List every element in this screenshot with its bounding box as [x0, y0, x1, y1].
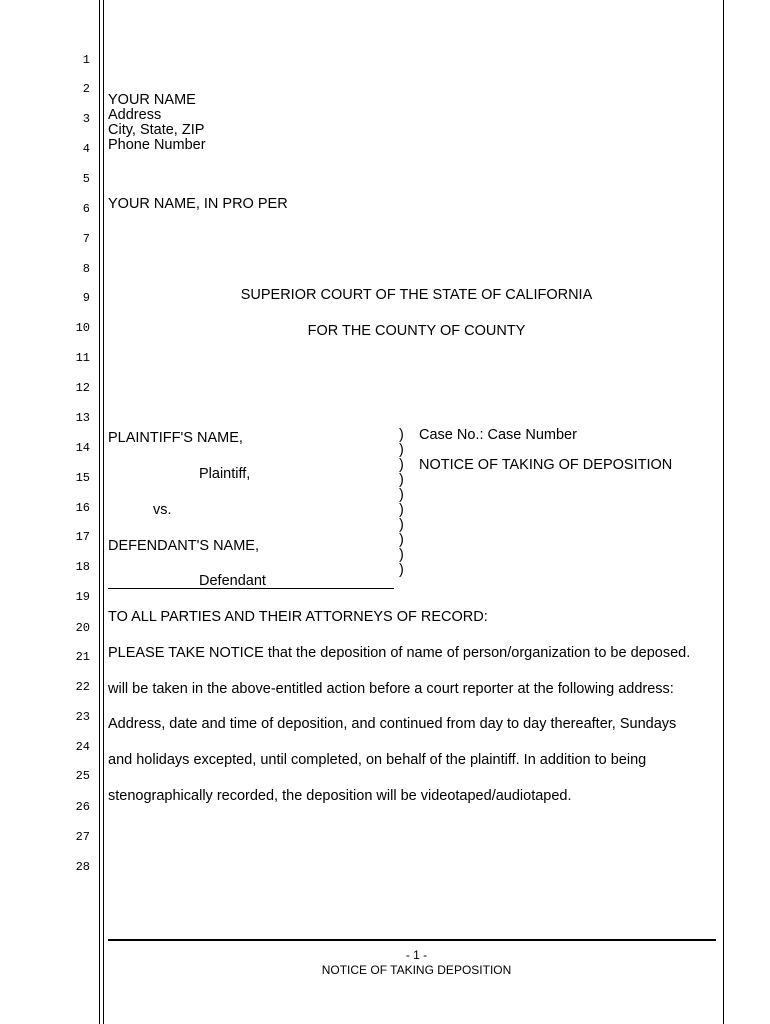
line-number: 17: [75, 530, 90, 544]
line-number: 24: [75, 740, 90, 754]
court-county: FOR THE COUNTY OF COUNTY: [307, 323, 526, 339]
caption-paren: ): [399, 562, 404, 578]
caption-paren: ): [399, 502, 404, 518]
line-number: 27: [75, 830, 90, 844]
plaintiff-name: PLAINTIFF'S NAME,: [108, 430, 243, 446]
body-line: stenographically recorded, the deposition will be videotaped/audiotaped.: [108, 788, 572, 804]
line-number: 25: [75, 769, 90, 783]
left-margin-rule-outer: [99, 0, 100, 1024]
line-number: 26: [75, 800, 90, 814]
line-number: 20: [75, 621, 90, 635]
defendant-name: DEFENDANT'S NAME,: [108, 538, 260, 554]
left-margin-rule-inner: [103, 0, 104, 1024]
line-number: 14: [75, 441, 90, 455]
body-line: will be taken in the above-entitled action before a court reporter at the following address:: [108, 681, 674, 697]
document-title: NOTICE OF TAKING OF DEPOSITION: [419, 457, 673, 473]
caption-paren: ): [399, 427, 404, 443]
caption-paren: ): [399, 532, 404, 548]
footer-rule: [108, 939, 716, 941]
line-number: 12: [75, 381, 90, 395]
body-line: PLEASE TAKE NOTICE that the deposition of name of person/organization to be deposed.: [108, 645, 691, 661]
line-number: 28: [75, 860, 90, 874]
party-city-state-zip: City, State, ZIP: [108, 122, 205, 138]
line-number: 1: [82, 53, 90, 67]
line-number: 9: [82, 291, 90, 305]
line-number: 7: [82, 232, 90, 246]
line-number: 16: [75, 501, 90, 515]
party-name: YOUR NAME: [108, 92, 196, 108]
line-number: 6: [82, 202, 90, 216]
salutation: TO ALL PARTIES AND THEIR ATTORNEYS OF RECORD:: [108, 609, 488, 625]
party-address: Address: [108, 107, 162, 123]
line-number: 22: [75, 680, 90, 694]
caption-paren: ): [399, 487, 404, 503]
plaintiff-role: Plaintiff,: [199, 466, 251, 482]
line-number: 13: [75, 411, 90, 425]
page-number: - 1 -: [405, 948, 428, 962]
footer-title: NOTICE OF TAKING DEPOSITION: [321, 963, 512, 977]
line-number: 21: [75, 650, 90, 664]
line-number: 18: [75, 560, 90, 574]
court-title: SUPERIOR COURT OF THE STATE OF CALIFORNIA: [240, 287, 593, 303]
line-number: 3: [82, 112, 90, 126]
line-number: 5: [82, 172, 90, 186]
body-line: and holidays excepted, until completed, on behalf of the plaintiff. In addition to being: [108, 752, 647, 768]
caption-paren: ): [399, 547, 404, 563]
caption-paren: ): [399, 442, 404, 458]
line-number: 10: [75, 321, 90, 335]
right-margin-rule: [723, 0, 724, 1024]
caption-underline: [108, 588, 394, 589]
line-number: 8: [82, 262, 90, 276]
line-number: 23: [75, 710, 90, 724]
line-number: 19: [75, 590, 90, 604]
line-number: 4: [82, 142, 90, 156]
caption-paren: ): [399, 472, 404, 488]
versus: vs.: [153, 502, 172, 518]
pro-per-line: YOUR NAME, IN PRO PER: [108, 196, 288, 212]
line-number: 2: [82, 82, 90, 96]
caption-paren: ): [399, 517, 404, 533]
defendant-role: Defendant: [199, 573, 266, 589]
caption-paren: ): [399, 457, 404, 473]
line-number: 11: [75, 351, 90, 365]
party-phone: Phone Number: [108, 137, 206, 153]
line-number: 15: [75, 471, 90, 485]
body-line: Address, date and time of deposition, and continued from day to day thereafter, Sundays: [108, 716, 677, 732]
case-number: Case No.: Case Number: [419, 427, 577, 443]
